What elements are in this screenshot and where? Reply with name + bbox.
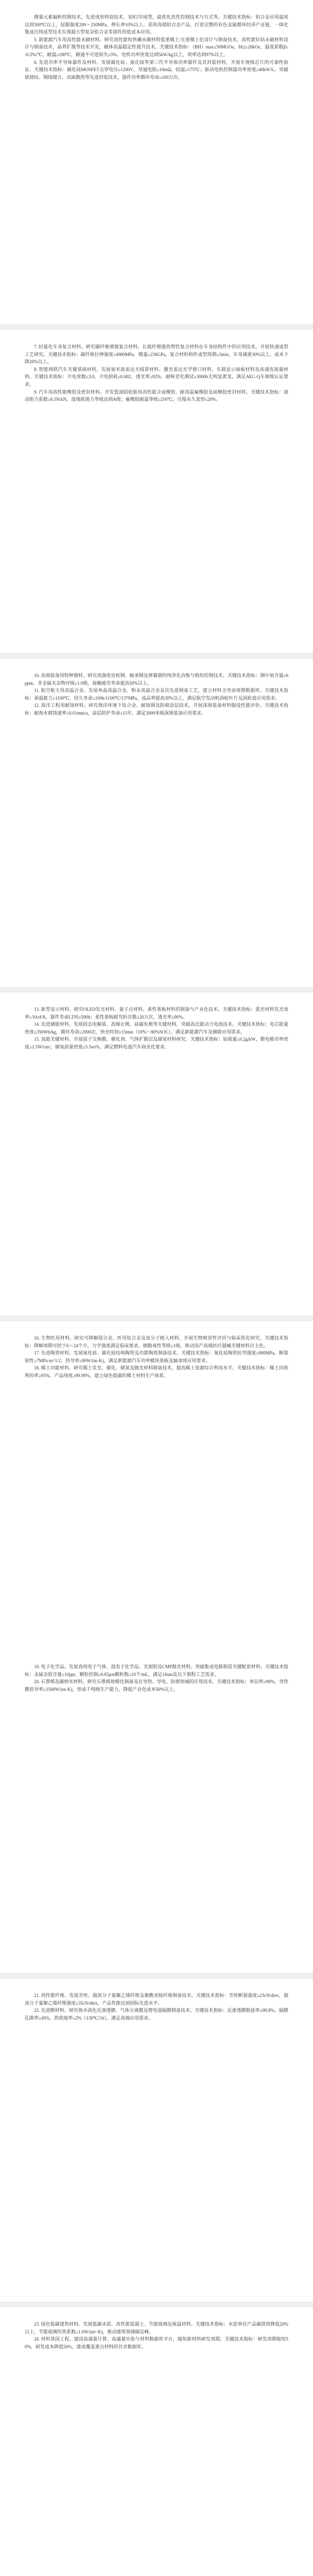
page-body [25,1006,288,1051]
page-body [25,1663,288,1693]
paragraph: 6. 先进功率半导体器件及材料。发展碳化硅、氮化镓等第三代半导体功率器件及其封装材料，开展车规级芯片的可靠性验证。关键技术指标：碳化硅MOSFET击穿电压≥1200V，导通电阻≤10mΩ，结温≥175℃；驱动电机控制器功率密度≥40kW/L。突破银烧结、铜线键合、双面散热等先进封装技术，器件功率循环寿命≥100万次。 [25,59,288,80]
paragraph: 18. 稀土功能材料。研究稀土发光、催化、储氢及抛光材料制备技术，提高稀土资源综合利用水平。关键技术指标：稀土回收利用率≥95%，产品纯度≥99.99%，建立绿色低碳的稀土材料生产体系。 [25,1365,288,1378]
page-body [25,13,288,81]
page-body [25,343,288,403]
paragraph: 24. 材料基因工程。建设高通量计算、高通量实验与材料数据库平台，缩短新材料研发周期。关键技术指标：研发周期缩短50%，研发成本降低50%，建成覆盖重点材料的共享数据库。 [25,2336,288,2349]
page-body [25,2320,288,2350]
document-page [0,0,313,325]
document-page [0,992,313,1316]
paragraph: 14. 先进储能材料。发展固态电解质、高镍正极、硅碳负极等关键材料，突破高比能动力电池技术。关键技术指标：电芯能量密度≥350Wh/kg，循环寿命≥2000次，快充时间≤15min（10%～80%SOC），满足新能源汽车及储能应用需求。 [25,1022,288,1035]
paragraph: 8. 智能网联汽车关键基础材料。发展毫米波雷达天线罩材料、激光雷达光学窗口材料、车载显示面板材料及高速连接器材料。关键技术指标：介电常数≤3.0，介电损耗≤0.002，透光率≥92%，耐候老化测试≥3000h无明显黄变，满足AEC-Q车规级认证要求。 [25,366,288,387]
page-separator [0,2302,313,2307]
paragraph: 11. 航空航天用高温合金。发展单晶高温合金、粉末高温合金及其先进制备工艺，建立材料全寿命周期数据库。关键技术指标：承温能力≥1100℃，持久寿命≥100h/1100℃/137MPa，成品率提高30%以上，满足航空发动机涡轮叶片及涡轮盘应用需求。 [25,688,288,701]
page-separator [0,1316,313,1321]
paragraph: 微量元素偏析控制技术，先进成形铸造技术，3D打印成型，最优化改性控制技术与方式等。关键技术指标：铝合金应用温度达到300℃以上，屈服强度200～250MPa，伸长率10%以上。采用高端铝合金产品，打造完整的有色金属循环经济产业链，一体化集成压铸成型技术实现超大型复杂铝合金零部件的低成本应用。 [25,14,288,35]
paragraph: 7. 轻量化车身复合材料。研究碳纤维增强复合材料、长玻纤增强热塑性复合材料在车身结构件中的应用技术，开展快速成型工艺研究。关键技术指标：碳纤维拉伸强度≥4900MPa，模量≥230GPa，复合材料构件成型周期≤3min，车身减重30%以上，成本下降20%以上。 [25,344,288,365]
paragraph: 21. 高性能纤维。发展芳纶、超高分子量聚乙烯纤维及聚酰亚胺纤维制备技术。关键技术指标：芳纶断裂强度≥23cN/dtex，超高分子量聚乙烯纤维强度≥35cN/dtex，产品性能达到国际先进水平。 [25,1993,288,2006]
paragraph: 13. 新型显示材料。研究OLED发光材料、量子点材料、柔性基板材料的制备与产业化技术。关键技术指标：蓝光材料发光效率≥10cd/A，器件寿命LT95≥500h；柔性基板耐弯折次数≥20万次，透光率≥90%。 [25,1007,288,1020]
paragraph: 15. 氢能关键材料。开展质子交换膜、催化剂、气体扩散层及储氢材料研究。关键技术指标：铂载量≤0.2g/kW，膜电极功率密度≥1.5W/cm²，储氢质量密度≥5.5wt%，满足燃料电池汽车商业化要求。 [25,1037,288,1049]
document-page [0,1321,313,1650]
paragraph: 9. 汽车用高性能橡胶及密封材料。开发低滚阻轮胎用高性能合成橡胶、耐高温氟橡胶及硅橡胶密封材料。关键技术指标：滚动阻力系数≤6.5N/kN，湿地抓地力等级达到A级；氟橡胶耐温等级≥250℃，压缩永久变形≤20%。 [25,389,288,402]
paragraph: 16. 生物医用材料。研究可降解镁合金、医用钛合金及高分子植入材料，开展生物相容性评价与临床转化研究。关键技术指标：降解周期可控于6～24个月，力学强度满足临床要求，细胞毒性等级≤1级，推动国产高端医疗器械关键材料自主化。 [25,1335,288,1348]
document-page [0,658,313,987]
page-body [25,672,288,717]
page-separator [0,325,313,330]
paragraph: 10. 高端装备用特种钢材。研究高强度齿轮钢、轴承钢及弹簧钢的纯净化冶炼与组织控制技术。关键技术指标：钢中氧含量≤6ppm，非金属夹杂物评级≤1.0级，接触疲劳寿命提高50%以上。 [25,673,288,686]
paragraph: 17. 先进陶瓷材料。发展氮化硅、碳化硅结构陶瓷及功能陶瓷制备技术。关键技术指标：氮化硅陶瓷抗弯强度≥900MPa，断裂韧性≥7MPa·m^1/2，热导率≥90W/(m·K)，满足新能源汽车功率模块基板及轴承球应用要求。 [25,1350,288,1363]
document-page [0,1978,313,2302]
page-separator [0,1973,313,1978]
page-separator [0,653,313,658]
paragraph: 20. 石墨烯及碳纳米材料。研究石墨烯规模化制备及在导热、导电、防腐领域的应用技术。关键技术指标：单层率≥90%，导热膜热导率≥1500W/(m·K)，形成千吨级生产能力，降低产业化成本50%以上。 [25,1679,288,1692]
page-separator [0,987,313,992]
page-body [25,1992,288,2022]
paragraph: 19. 电子化学品。发展高纯电子气体、湿电子化学品、光刻胶及CMP抛光材料，突破集成电路制造关键配套材料。关键技术指标：金属杂质含量≤10ppt，颗粒控制≥0.05μm颗粒数≤10个/mL，满足14nm及以下制程工艺需求。 [25,1664,288,1677]
paragraph: 22. 先进膜材料。研究海水淡化反渗透膜、气体分离膜及锂电池隔膜制备技术。关键技术指标：反渗透膜脱盐率≥99.8%，隔膜孔隙率≥45%，热收缩率≤2%（130℃/1h），满足高端应用需求。 [25,2008,288,2021]
paragraph: 12. 海洋工程用耐蚀材料。研究海洋环境下钛合金、耐蚀钢及防腐涂层技术，开展深海装备材料服役性能评价。关键技术指标：耐海水腐蚀速率≤0.01mm/a，涂层防护寿命≥15年，满足3000米级深海装备应用要求。 [25,703,288,716]
paragraph: 23. 绿色低碳建筑材料。发展低碳水泥、高性能混凝土、节能玻璃及保温材料。关键技术指标：水泥单位产品碳排放降低20%以上，节能玻璃传热系数≤1.0W/(m²·K)，推动建筑领域碳达峰。 [25,2321,288,2334]
document-page [0,2307,313,2576]
paragraph: 5. 新能源汽车用高性能永磁材料。研究高性能钕铁硼永磁材料低重稀土/无重稀土化设计与制备技术，高性能钐钴永磁材料设计与制备技术，晶界扩散等技术开发，磁体高温稳定性提升技术。关键技术指标：（BH）max≥50MGOe，Hcj≥20kOe，温度系数β≤-0.5%/℃，耐温≥180℃，磁通不可逆损失≤5%。电机功率密度达到5kW/kg以上，效率达到97%以上。 [25,37,288,57]
page-body [25,1334,288,1380]
document-page [0,1650,313,1973]
document-page [0,330,313,653]
